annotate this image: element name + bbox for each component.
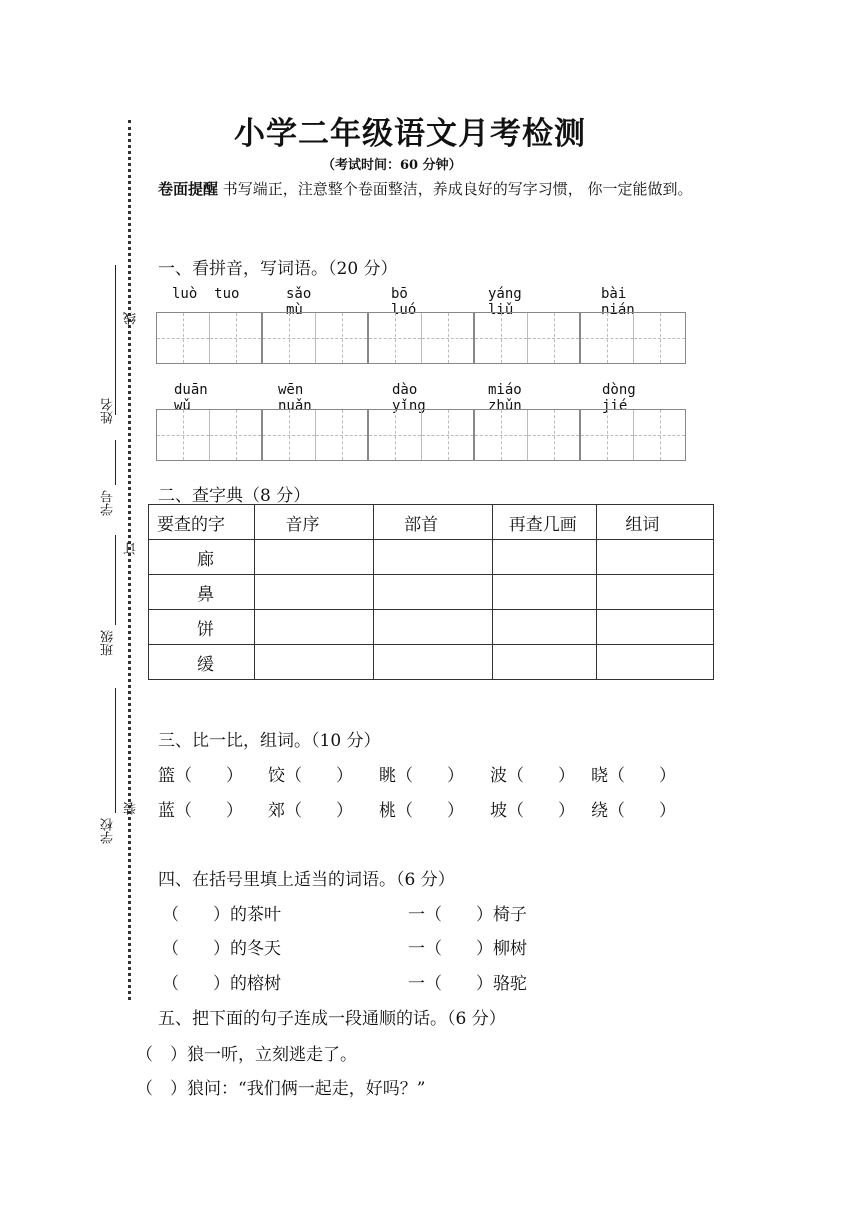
number-underline (115, 440, 116, 485)
compare-item: 桃（ ） (379, 801, 464, 821)
table-row (149, 540, 714, 575)
sentence-line-1: （ ）狼一听，立刻逃走了。 (136, 1045, 357, 1065)
compare-item: 蓝（ ） (158, 801, 243, 821)
header-bushou: 部首 (374, 505, 493, 540)
margin-class-label: 班级 (101, 630, 116, 656)
exam-time: （考试时间：60 分钟） (322, 158, 462, 173)
section4-heading: 四、在括号里填上适当的词语。（6 分） (158, 870, 455, 890)
intro-label: 卷面提醒 (158, 180, 219, 198)
header-char: 要查的字 (149, 505, 255, 540)
pinyin-10: dòng jié (602, 382, 636, 414)
margin-name-label: 姓名 (101, 398, 116, 424)
answer-cell[interactable] (597, 610, 714, 645)
table-row (149, 645, 714, 680)
table-row (149, 575, 714, 610)
pinyin-6: duān wǔ (174, 382, 208, 414)
table-header-row (149, 505, 714, 540)
answer-cell[interactable] (492, 575, 597, 610)
pinyin-3: bō luó (391, 286, 417, 318)
pinyin-8: dào yǐng (392, 382, 426, 414)
char-cell: 鼻 (149, 575, 255, 610)
page-title: 小学二年级语文月考检测 (234, 116, 586, 152)
answer-cell[interactable] (374, 540, 493, 575)
intro-text: 书写端正，注意整个卷面整洁，养成良好的写字习惯， 你一定能做到。 (218, 180, 693, 198)
writing-grid-row-1[interactable] (156, 312, 686, 364)
answer-cell[interactable] (374, 575, 493, 610)
header-zuci: 组词 (597, 505, 714, 540)
sentence-line-2: （ ）狼问：“我们俩一起走，好吗？” (136, 1079, 426, 1099)
intro-paragraph (158, 177, 738, 202)
fill-right-2: 一（ ）柳树 (408, 939, 527, 959)
binding-dotted-line (128, 120, 131, 1000)
pinyin-2: sǎo mù (286, 286, 312, 318)
fill-left-1: （ ）的茶叶 (162, 905, 281, 925)
compare-item: 饺（ ） (268, 766, 353, 786)
answer-cell[interactable] (255, 645, 374, 680)
name-underline (115, 265, 116, 415)
char-cell: 缓 (149, 645, 255, 680)
answer-cell[interactable] (597, 540, 714, 575)
pinyin-4: yáng liǔ (488, 286, 522, 318)
compare-item: 郊（ ） (268, 801, 353, 821)
fill-left-2: （ ）的冬天 (162, 939, 281, 959)
compare-item: 眺（ ） (379, 766, 464, 786)
school-underline (115, 688, 116, 813)
compare-item: 晓（ ） (591, 766, 676, 786)
pinyin-1: luò tuo (172, 286, 240, 302)
answer-cell[interactable] (492, 645, 597, 680)
compare-item: 波（ ） (490, 766, 575, 786)
margin-number-label: 学号 (101, 490, 116, 516)
fill-left-3: （ ）的榕树 (162, 974, 281, 994)
answer-cell[interactable] (255, 610, 374, 645)
margin-zhuang-label: 装 (124, 802, 139, 815)
fill-right-1: 一（ ）椅子 (408, 905, 527, 925)
pinyin-9: miáo zhǔn (488, 382, 522, 414)
section2-heading: 二、查字典（8 分） (158, 486, 311, 506)
answer-cell[interactable] (597, 645, 714, 680)
char-cell: 饼 (149, 610, 255, 645)
compare-item: 坡（ ） (490, 801, 575, 821)
compare-item: 篮（ ） (158, 766, 243, 786)
section1-heading: 一、看拼音，写词语。（20 分） (158, 259, 398, 279)
answer-cell[interactable] (374, 610, 493, 645)
compare-item: 绕（ ） (591, 801, 676, 821)
margin-school-label: 学校 (101, 818, 116, 844)
section5-heading: 五、把下面的句子连成一段通顺的话。（6 分） (158, 1009, 506, 1029)
dictionary-table (148, 504, 714, 680)
answer-cell[interactable] (374, 645, 493, 680)
answer-cell[interactable] (597, 575, 714, 610)
answer-cell[interactable] (492, 610, 597, 645)
header-yinxu: 音序 (255, 505, 374, 540)
margin-ding-label: 订 (124, 542, 139, 555)
class-underline (115, 535, 116, 625)
answer-cell[interactable] (492, 540, 597, 575)
writing-grid-row-2[interactable] (156, 409, 686, 461)
fill-right-3: 一（ ）骆驼 (408, 974, 527, 994)
section3-heading: 三、比一比，组词。（10 分） (158, 731, 381, 751)
table-row (149, 610, 714, 645)
char-cell: 廊 (149, 540, 255, 575)
answer-cell[interactable] (255, 575, 374, 610)
header-zaicha: 再查几画 (492, 505, 597, 540)
pinyin-5: bài nián (601, 286, 635, 318)
answer-cell[interactable] (255, 540, 374, 575)
margin-xian-label: 线 (124, 312, 139, 325)
pinyin-7: wēn nuǎn (278, 382, 312, 414)
